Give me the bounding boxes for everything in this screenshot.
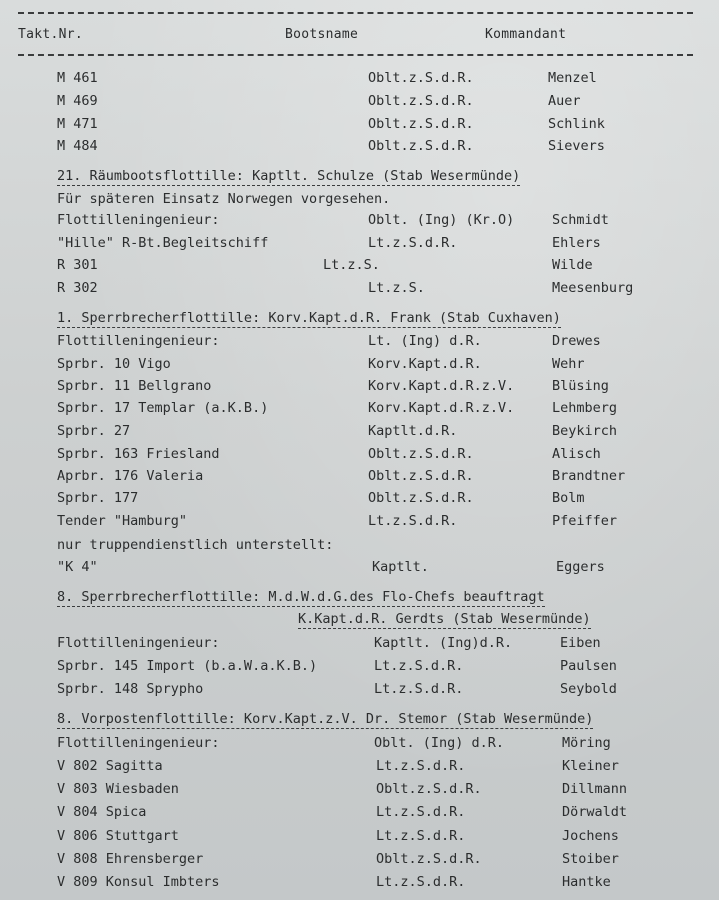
table-row — [0, 400, 719, 420]
commander: Brandtner — [552, 468, 626, 484]
rank: Oblt.z.S.d.R. — [376, 851, 482, 867]
table-row — [0, 235, 719, 255]
table-row — [0, 333, 719, 353]
table-row — [0, 513, 719, 533]
header-dashed-rule — [18, 54, 693, 56]
boat-number: M 461 — [57, 70, 98, 86]
section-heading: 21. Räumbootsflottille: Kaptlt. Schulze (Stab Wesermünde) — [57, 168, 521, 184]
section-note — [0, 191, 719, 211]
table-row — [0, 758, 719, 778]
commander: Wehr — [552, 356, 585, 372]
commander: Alisch — [552, 446, 601, 462]
table-row — [0, 490, 719, 510]
rank: Lt.z.S.d.R. — [376, 828, 466, 844]
rank: Lt.z.S.d.R. — [368, 235, 458, 251]
table-row — [0, 851, 719, 871]
commander: Dillmann — [562, 781, 628, 797]
table-row — [0, 116, 719, 136]
boat-number: M 469 — [57, 93, 98, 109]
rank: Oblt. (Ing) (Kr.O) — [368, 212, 515, 228]
table-row — [0, 635, 719, 655]
boat-number: Sprbr. 177 — [57, 490, 139, 506]
boat-number: "Hille" R-Bt.Begleitschiff — [57, 235, 269, 251]
rank: Lt.z.S.d.R. — [376, 758, 466, 774]
rank: Kaptlt. (Ing)d.R. — [374, 635, 513, 651]
commander: Beykirch — [552, 423, 618, 439]
commander: Dörwaldt — [562, 804, 628, 820]
table-row — [0, 378, 719, 398]
rank: Oblt.z.S.d.R. — [368, 116, 474, 132]
table-row — [0, 70, 719, 90]
boat-number: V 803 Wiesbaden — [57, 781, 179, 797]
commander: Eggers — [556, 559, 605, 575]
section-heading-continued: K.Kapt.d.R. Gerdts (Stab Wesermünde) — [298, 611, 591, 627]
boat-number: Sprbr. 163 Friesland — [57, 446, 220, 462]
boat-number: Aprbr. 176 Valeria — [57, 468, 204, 484]
commander: Stoiber — [562, 851, 619, 867]
rank: Lt. (Ing) d.R. — [368, 333, 482, 349]
commander: Kleiner — [562, 758, 619, 774]
boat-number: Sprbr. 17 Templar (a.K.B.) — [57, 400, 269, 416]
rank: Oblt.z.S.d.R. — [368, 490, 474, 506]
commander: Pfeiffer — [552, 513, 618, 529]
table-row — [0, 356, 719, 376]
commander: Paulsen — [560, 658, 617, 674]
table-row — [0, 804, 719, 824]
boat-number: M 471 — [57, 116, 98, 132]
commander: Lehmberg — [552, 400, 618, 416]
section-note — [0, 537, 719, 557]
rank: Lt.z.S.d.R. — [374, 681, 464, 697]
table-row — [0, 874, 719, 894]
boat-number: Sprbr. 10 Vigo — [57, 356, 171, 372]
rank: Oblt.z.S.d.R. — [368, 446, 474, 462]
rank: Oblt.z.S.d.R. — [368, 70, 474, 86]
boat-number: V 802 Sagitta — [57, 758, 163, 774]
table-row — [0, 212, 719, 232]
commander: Möring — [562, 735, 611, 751]
table-row — [0, 658, 719, 678]
table-row — [0, 446, 719, 466]
boat-number: Sprbr. 145 Import (b.a.W.a.K.B.) — [57, 658, 318, 674]
commander: Bolm — [552, 490, 585, 506]
table-row — [0, 828, 719, 848]
commander: Ehlers — [552, 235, 601, 251]
boat-number: R 302 — [57, 280, 98, 296]
rank: Korv.Kapt.d.R. — [368, 356, 482, 372]
rank: Oblt. (Ing) d.R. — [374, 735, 505, 751]
boat-number: Sprbr. 148 Sprypho — [57, 681, 204, 697]
commander: Auer — [548, 93, 581, 109]
rank: Lt.z.S.d.R. — [368, 513, 458, 529]
table-row — [0, 138, 719, 158]
commander: Menzel — [548, 70, 597, 86]
rank: Lt.z.S.d.R. — [376, 874, 466, 890]
boat-number: Sprbr. 27 — [57, 423, 131, 439]
table-row — [0, 681, 719, 701]
rank: Oblt.z.S.d.R. — [368, 93, 474, 109]
boat-number: "K 4" — [57, 559, 98, 575]
header-takt-nr: Takt.Nr. — [18, 27, 84, 42]
rank: Lt.z.S. — [368, 280, 425, 296]
commander: Meesenburg — [552, 280, 634, 296]
boat-number: Tender "Hamburg" — [57, 513, 188, 529]
commander: Schlink — [548, 116, 605, 132]
table-row — [0, 93, 719, 113]
boat-number: V 808 Ehrensberger — [57, 851, 204, 867]
rank: Korv.Kapt.d.R.z.V. — [368, 400, 515, 416]
boat-number: Flottilleningenieur: — [57, 735, 220, 751]
table-row — [0, 735, 719, 755]
section-heading: 1. Sperrbrecherflottille: Korv.Kapt.d.R. Frank (Stab Cuxhaven) — [57, 310, 561, 326]
section-heading: 8. Vorpostenflottille: Korv.Kapt.z.V. Dr. Stemor (Stab Wesermünde) — [57, 711, 594, 727]
boat-number: V 806 Stuttgart — [57, 828, 179, 844]
rank: Lt.z.S.d.R. — [376, 804, 466, 820]
note-text: Für späteren Einsatz Norwegen vorgesehen. — [57, 191, 391, 207]
boat-number: M 484 — [57, 138, 98, 154]
table-row — [0, 559, 719, 579]
commander: Seybold — [560, 681, 617, 697]
rank: Lt.z.S.d.R. — [374, 658, 464, 674]
boat-number: V 809 Konsul Imbters — [57, 874, 220, 890]
note-text: nur truppendienstlich unterstellt: — [57, 537, 334, 553]
commander: Jochens — [562, 828, 619, 844]
table-row — [0, 423, 719, 443]
commander: Schmidt — [552, 212, 609, 228]
header-kommandant: Kommandant — [485, 27, 567, 42]
table-row — [0, 280, 719, 300]
boat-number: Flottilleningenieur: — [57, 635, 220, 651]
rank: Oblt.z.S.d.R. — [368, 468, 474, 484]
boat-number: Flottilleningenieur: — [57, 333, 220, 349]
boat-number: Flottilleningenieur: — [57, 212, 220, 228]
commander: Hantke — [562, 874, 611, 890]
top-dashed-rule — [18, 12, 693, 14]
rank: Korv.Kapt.d.R.z.V. — [368, 378, 515, 394]
table-row — [0, 257, 719, 277]
commander: Eiben — [560, 635, 601, 651]
boat-number: V 804 Spica — [57, 804, 147, 820]
boat-number: Sprbr. 11 Bellgrano — [57, 378, 212, 394]
commander: Sievers — [548, 138, 605, 154]
rank: Oblt.z.S.d.R. — [376, 781, 482, 797]
section-heading: 8. Sperrbrecherflottille: M.d.W.d.G.des Flo-Chefs beauftragt — [57, 589, 545, 605]
rank: Kaptlt. — [372, 559, 429, 575]
table-row — [0, 468, 719, 488]
table-row — [0, 781, 719, 801]
rank: Lt.z.S. — [323, 257, 380, 273]
rank: Oblt.z.S.d.R. — [368, 138, 474, 154]
rank: Kaptlt.d.R. — [368, 423, 458, 439]
commander: Blüsing — [552, 378, 609, 394]
commander: Drewes — [552, 333, 601, 349]
header-bootsname: Bootsname — [285, 27, 359, 42]
boat-number: R 301 — [57, 257, 98, 273]
commander: Wilde — [552, 257, 593, 273]
